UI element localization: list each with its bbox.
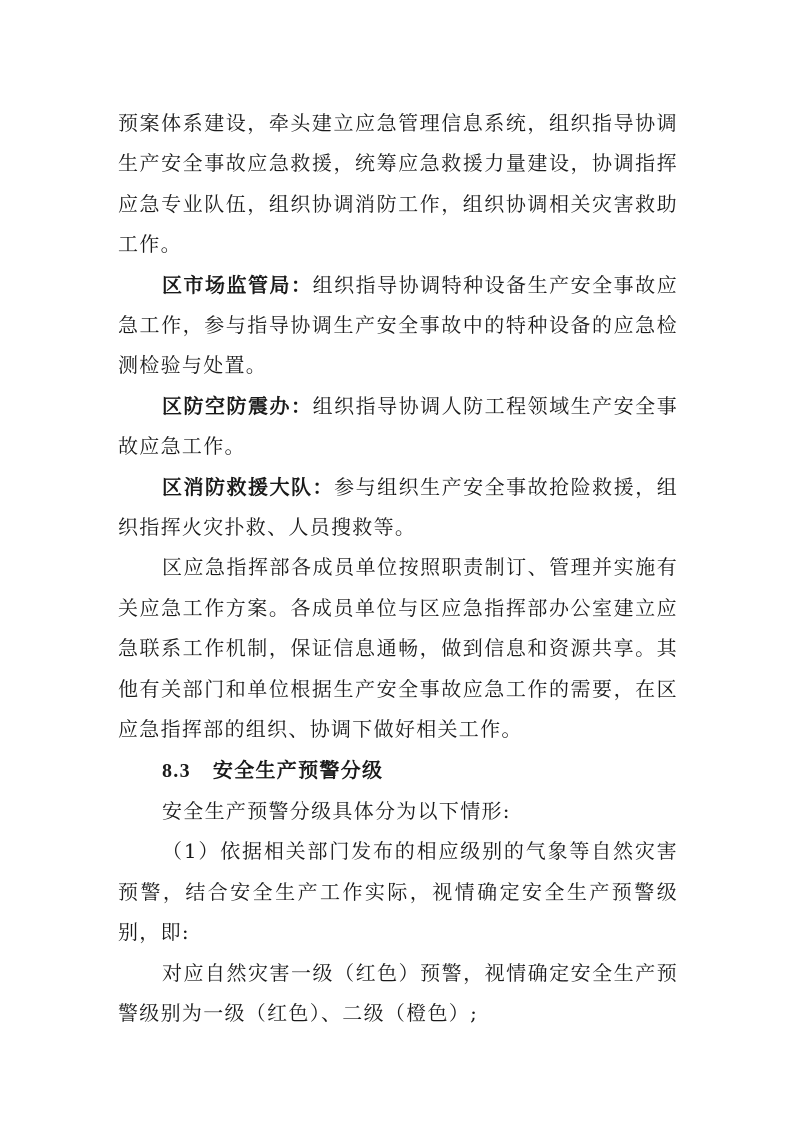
paragraph-member-units: 区应急指挥部各成员单位按照职责制订、管理并实施有关应急工作方案。各成员单位与区应急指挥部办公室建立应急联系工作机制，保证信息通畅，做到信息和资源共享。其他有关部门和单位根据生产安全事故应急工作的需要，在区应急指挥部的组织、协调下做好相关工作。 (118, 555, 678, 742)
department-label-civil-air-defense: 区防空防震办： (162, 393, 313, 418)
paragraph-fire-rescue (118, 467, 678, 548)
section-title: 安全生产预警分级 (212, 757, 384, 782)
paragraph-warning-case-1: （1）依据相关部门发布的相应级别的气象等自然灾害预警，结合安全生产工作实际，视情确定安全生产预警级别，即: (118, 839, 678, 945)
department-label-fire-rescue: 区消防救援大队： (162, 474, 335, 499)
paragraph-civil-air-defense (118, 386, 678, 467)
department-label-market-regulation: 区市场监管局： (162, 272, 313, 297)
document-body (118, 103, 678, 1033)
paragraph-warning-levels-intro: 安全生产预警分级具体分为以下情形: (162, 798, 511, 823)
department-duty-market-regulation: 组织指导协调特种设备生产安全事故应急工作，参与指导协调生产安全事故中的特种设备的应急检测检验与处置。 (118, 272, 678, 378)
paragraph-responsibilities-continued: 预案体系建设，牵头建立应急管理信息系统，组织指导协调生产安全事故应急救援，统筹应急救援力量建设，协调指挥应急专业队伍，组织协调消防工作，组织协调相关灾害救助工作。 (118, 111, 678, 257)
department-duty-civil-air-defense: 组织指导协调人防工程领域生产安全事故应急工作。 (118, 393, 678, 459)
section-number: 8.3 (162, 759, 191, 782)
department-duty-fire-rescue: 参与组织生产安全事故抢险救援，组织指挥火灾扑救、人员搜救等。 (118, 474, 678, 540)
section-heading-8-3 (118, 750, 678, 791)
paragraph-red-warning: 对应自然灾害一级（红色）预警，视情确定安全生产预警级别为一级（红色）、二级（橙色）; (118, 960, 678, 1025)
paragraph-market-regulation (118, 265, 678, 386)
